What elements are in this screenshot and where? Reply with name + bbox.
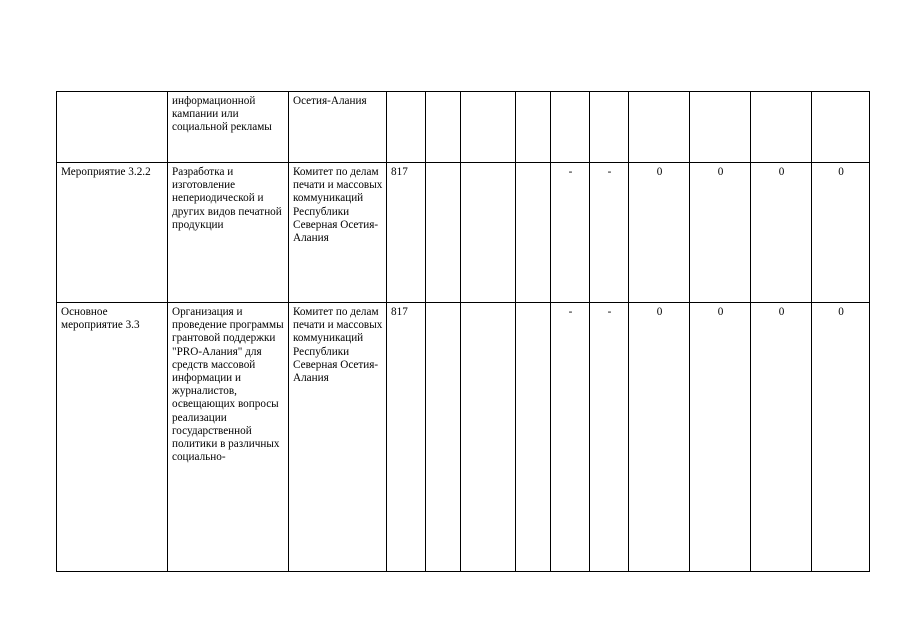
budget-cell (426, 303, 461, 572)
executor-cell: Комитет по делам печати и массовых коммуникаций Республики Северная Осетия-Алания (289, 303, 387, 572)
activity-description-cell: Организация и проведение программы грантовой поддержки "PRO-Алания" для средств массовой информации и журналистов, освещающих вопросы реализации государственной политики в различных социально- (168, 303, 289, 572)
budget-cell (426, 163, 461, 303)
grbs-code-cell (387, 92, 426, 163)
grbs-code-cell: 817 (387, 163, 426, 303)
table-row (57, 303, 870, 572)
budget-cell (590, 92, 629, 163)
budget-cell: 0 (629, 303, 690, 572)
budget-cell (426, 92, 461, 163)
budget-cell (751, 92, 812, 163)
budget-cell: 0 (751, 163, 812, 303)
budget-cell: - (590, 303, 629, 572)
budget-cell: - (590, 163, 629, 303)
activity-name-cell: Мероприятие 3.2.2 (57, 163, 168, 303)
budget-cell: 0 (812, 163, 870, 303)
budget-cell (690, 92, 751, 163)
budget-cell (461, 163, 516, 303)
budget-cell: 0 (629, 163, 690, 303)
activity-description-cell: Разработка и изготовление непериодической и других видов печатной продукции (168, 163, 289, 303)
budget-cell (629, 92, 690, 163)
budget-cell (461, 303, 516, 572)
executor-cell: Осетия-Алания (289, 92, 387, 163)
grbs-code-cell: 817 (387, 303, 426, 572)
budget-cell: - (551, 163, 590, 303)
table-row (57, 92, 870, 163)
budget-cell (812, 92, 870, 163)
budget-cell: 0 (690, 303, 751, 572)
budget-cell: - (551, 303, 590, 572)
activity-description-cell: информационной кампании или социальной рекламы (168, 92, 289, 163)
budget-cell: 0 (690, 163, 751, 303)
budget-cell (516, 303, 551, 572)
budget-cell (551, 92, 590, 163)
budget-cell (461, 92, 516, 163)
program-activities-table (56, 91, 870, 572)
budget-cell (516, 163, 551, 303)
table-row (57, 163, 870, 303)
executor-cell: Комитет по делам печати и массовых коммуникаций Республики Северная Осетия-Алания (289, 163, 387, 303)
activity-name-cell: Основное мероприятие 3.3 (57, 303, 168, 572)
budget-cell: 0 (812, 303, 870, 572)
budget-cell: 0 (751, 303, 812, 572)
budget-cell (516, 92, 551, 163)
activity-name-cell (57, 92, 168, 163)
